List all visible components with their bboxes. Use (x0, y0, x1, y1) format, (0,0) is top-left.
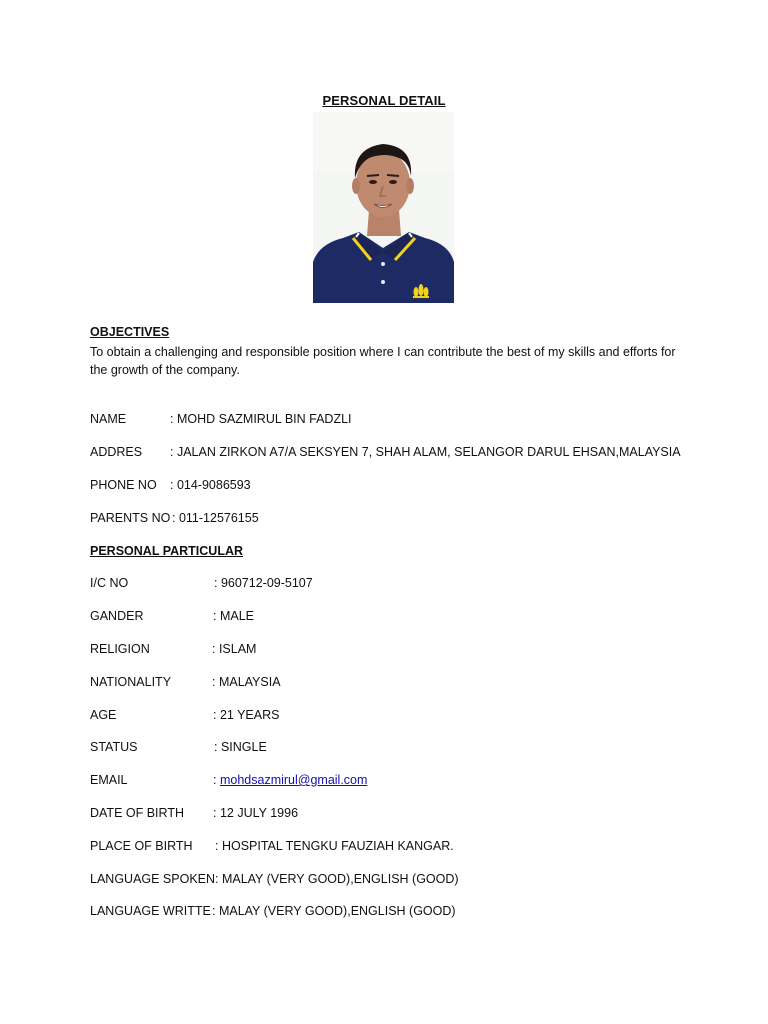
dob-value: : 12 JULY 1996 (213, 806, 299, 820)
phone-value: : 014-9086593 (170, 478, 251, 492)
ic-label: I/C NO (90, 576, 129, 590)
religion-label: RELIGION (90, 642, 150, 656)
gender-label: GANDER (90, 609, 144, 623)
address-label: ADDRES (90, 445, 143, 459)
language-written-value: : MALAY (VERY GOOD),ENGLISH (GOOD) (212, 904, 456, 918)
religion-value: : ISLAM (212, 642, 257, 656)
email-value-wrap (213, 772, 367, 789)
name-label: NAME (90, 412, 127, 426)
nationality-label: NATIONALITY (90, 675, 172, 689)
status-value: : SINGLE (214, 740, 267, 754)
email-link[interactable]: mohdsazmirul@gmail.com (219, 773, 368, 787)
objectives-text: To obtain a challenging and responsible position where I can contribute the best of my skills and efforts for the growth of the company. (90, 345, 676, 377)
email-prefix: : (213, 773, 217, 787)
dob-label: DATE OF BIRTH (90, 806, 184, 820)
ic-value: : 960712-09-5107 (214, 576, 313, 590)
status-label: STATUS (90, 740, 138, 754)
address-value: : JALAN ZIRKON A7/A SEKSYEN 7, SHAH ALAM, SELANGOR DARUL EHSAN,MALAYSIA (170, 445, 681, 459)
gender-value: : MALE (213, 609, 254, 623)
personal-particular-heading: PERSONAL PARTICULAR (90, 544, 244, 558)
nationality-value: : MALAYSIA (212, 675, 281, 689)
profile-photo (313, 112, 454, 303)
email-label: EMAIL (90, 773, 128, 787)
age-value: : 21 YEARS (213, 708, 280, 722)
objectives-heading: OBJECTIVES (90, 325, 170, 339)
language-written-label: LANGUAGE WRITTE (90, 904, 211, 918)
pob-label: PLACE OF BIRTH (90, 839, 193, 853)
parents-label: PARENTS NO (90, 511, 171, 525)
phone-label: PHONE NO (90, 478, 157, 492)
name-value: : MOHD SAZMIRUL BIN FADZLI (170, 412, 352, 426)
age-label: AGE (90, 708, 117, 722)
language-spoken-label: LANGUAGE SPOKEN (90, 872, 216, 886)
parents-value: : 011-12576155 (172, 511, 259, 525)
page-title: PERSONAL DETAIL (322, 93, 446, 108)
language-spoken-value: : MALAY (VERY GOOD),ENGLISH (GOOD) (215, 872, 459, 886)
pob-value: : HOSPITAL TENGKU FAUZIAH KANGAR. (215, 839, 454, 853)
